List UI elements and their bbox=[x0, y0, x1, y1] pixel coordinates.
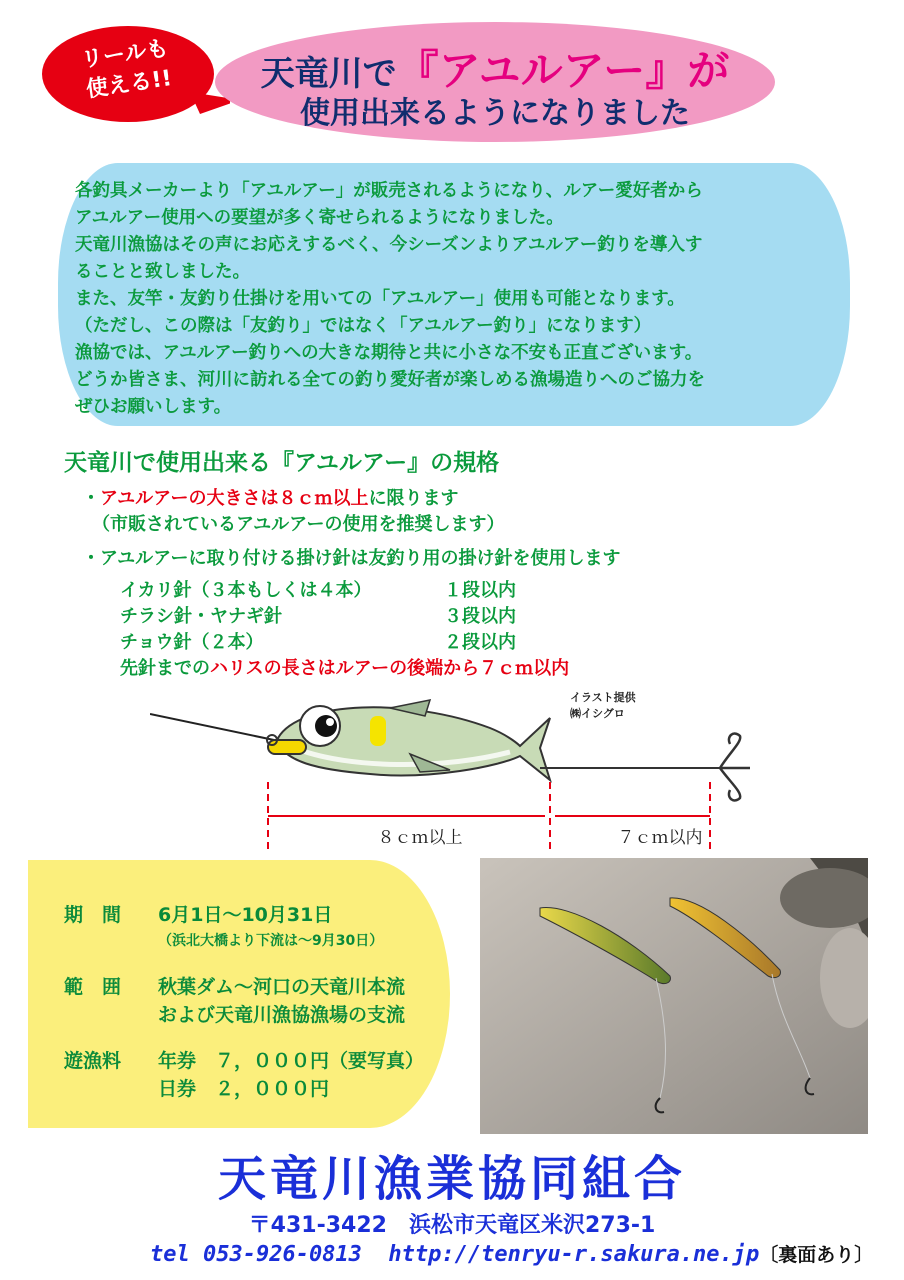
intro-line: アユルアー使用への要望が多く寄せられるようになりました。 bbox=[75, 208, 564, 228]
spec-hook-rule: ・アユルアーに取り付ける掛け針は友釣り用の掛け針を使用します bbox=[82, 548, 621, 569]
dimension-leader-label: ７ｃｍ以内 bbox=[617, 828, 703, 848]
harisu-rule bbox=[120, 654, 569, 680]
range-label: 範 囲 bbox=[64, 976, 122, 998]
fish-spot bbox=[370, 716, 386, 746]
hook-name: チラシ針・ヤナギ針 bbox=[120, 606, 282, 627]
title-prefix: 天竜川で bbox=[260, 54, 397, 94]
bullet: ・ bbox=[82, 488, 100, 509]
dimension-lure-label: ８ｃｍ以上 bbox=[377, 828, 463, 848]
credit-line1: イラスト提供 bbox=[570, 691, 636, 704]
spec-size-red: アユルアーの大きさは８ｃｍ以上 bbox=[100, 488, 369, 509]
intro-line: また、友竿・友釣り仕掛けを用いての「アユルアー」使用も可能となります。 bbox=[75, 289, 685, 309]
treble-hook-icon bbox=[720, 734, 750, 801]
hook-limit: ３段以内 bbox=[444, 606, 516, 627]
intro-line: ることと致しました。 bbox=[75, 262, 250, 282]
intro-line: 各釣具メーカーより「アユルアー」が販売されるようになり、ルアー愛好者から bbox=[75, 181, 703, 201]
range-line1: 秋葉ダム～河口の天竜川本流 bbox=[158, 976, 406, 998]
lure-photo bbox=[480, 858, 868, 1134]
period-value: 6月1日～10月31日 bbox=[158, 904, 333, 926]
page-title-line2: 使用出来るようになりました bbox=[300, 96, 690, 131]
hook-limit: １段以内 bbox=[444, 580, 516, 601]
hook-limit: ２段以内 bbox=[444, 632, 516, 653]
hook-name: チョウ針（２本） bbox=[120, 632, 264, 653]
fishing-line bbox=[150, 714, 274, 740]
title-highlight: アユルアー bbox=[438, 46, 646, 95]
title-close-bracket: 』が bbox=[645, 46, 730, 95]
harisu-pre: 先針までの bbox=[120, 658, 210, 679]
intro-line: どうか皆さま、河川に訪れる全ての釣り愛好者が楽しめる漁場造りへのご協力を bbox=[75, 370, 705, 390]
address: 〒431-3422 浜松市天竜区米沢273-1 bbox=[248, 1213, 656, 1238]
spec-heading: 天竜川で使用出来る『アユルアー』の規格 bbox=[64, 450, 500, 476]
fee-day: 日券 ２，０００円 bbox=[158, 1078, 330, 1100]
hook-name: イカリ針（３本もしくは４本） bbox=[120, 580, 372, 601]
spec-size-rule bbox=[82, 484, 459, 510]
intro-line: 天竜川漁協はその声にお応えするべく、今シーズンよりアユルアー釣りを導入す bbox=[75, 235, 703, 255]
range-line2: および天竜川漁協漁場の支流 bbox=[158, 1004, 406, 1026]
intro-line: （ただし、この際は「友釣り」ではなく「アユルアー釣り」になります） bbox=[75, 316, 652, 336]
intro-text bbox=[75, 178, 845, 421]
period-label: 期 間 bbox=[64, 904, 122, 926]
fee-annual: 年券 ７，０００円（要写真） bbox=[158, 1050, 425, 1072]
website-link[interactable]: http://tenryu-r.sakura.ne.jp bbox=[388, 1242, 760, 1267]
contact-line bbox=[150, 1240, 873, 1267]
title-open-bracket: 『 bbox=[396, 46, 439, 95]
credit-line2: ㈱イシグロ bbox=[570, 707, 625, 720]
badge-line1: リールも bbox=[79, 36, 170, 74]
illustration-credit bbox=[570, 690, 636, 722]
lure-lip bbox=[268, 740, 306, 754]
fee-label: 遊漁料 bbox=[64, 1050, 122, 1072]
phone-number: tel 053-926-0813 bbox=[150, 1242, 362, 1267]
spec-size-note: （市販されているアユルアーの使用を推奨します） bbox=[92, 514, 505, 535]
spec-size-rest: に限ります bbox=[368, 488, 459, 509]
intro-line: ぜひお願いします。 bbox=[75, 397, 232, 417]
organization-name: 天竜川漁業協同組合 bbox=[217, 1151, 686, 1207]
badge-line2: 使える!! bbox=[84, 65, 174, 103]
back-side-note: 〔裏面あり〕 bbox=[759, 1244, 874, 1266]
period-note: （浜北大橋より下流は～9月30日） bbox=[158, 933, 384, 949]
harisu-red: ハリスの長さはルアーの後端から７ｃｍ以内 bbox=[210, 658, 570, 679]
intro-line: 漁協では、アユルアー釣りへの大きな期待と共に小さな不安も正直ございます。 bbox=[75, 343, 703, 363]
